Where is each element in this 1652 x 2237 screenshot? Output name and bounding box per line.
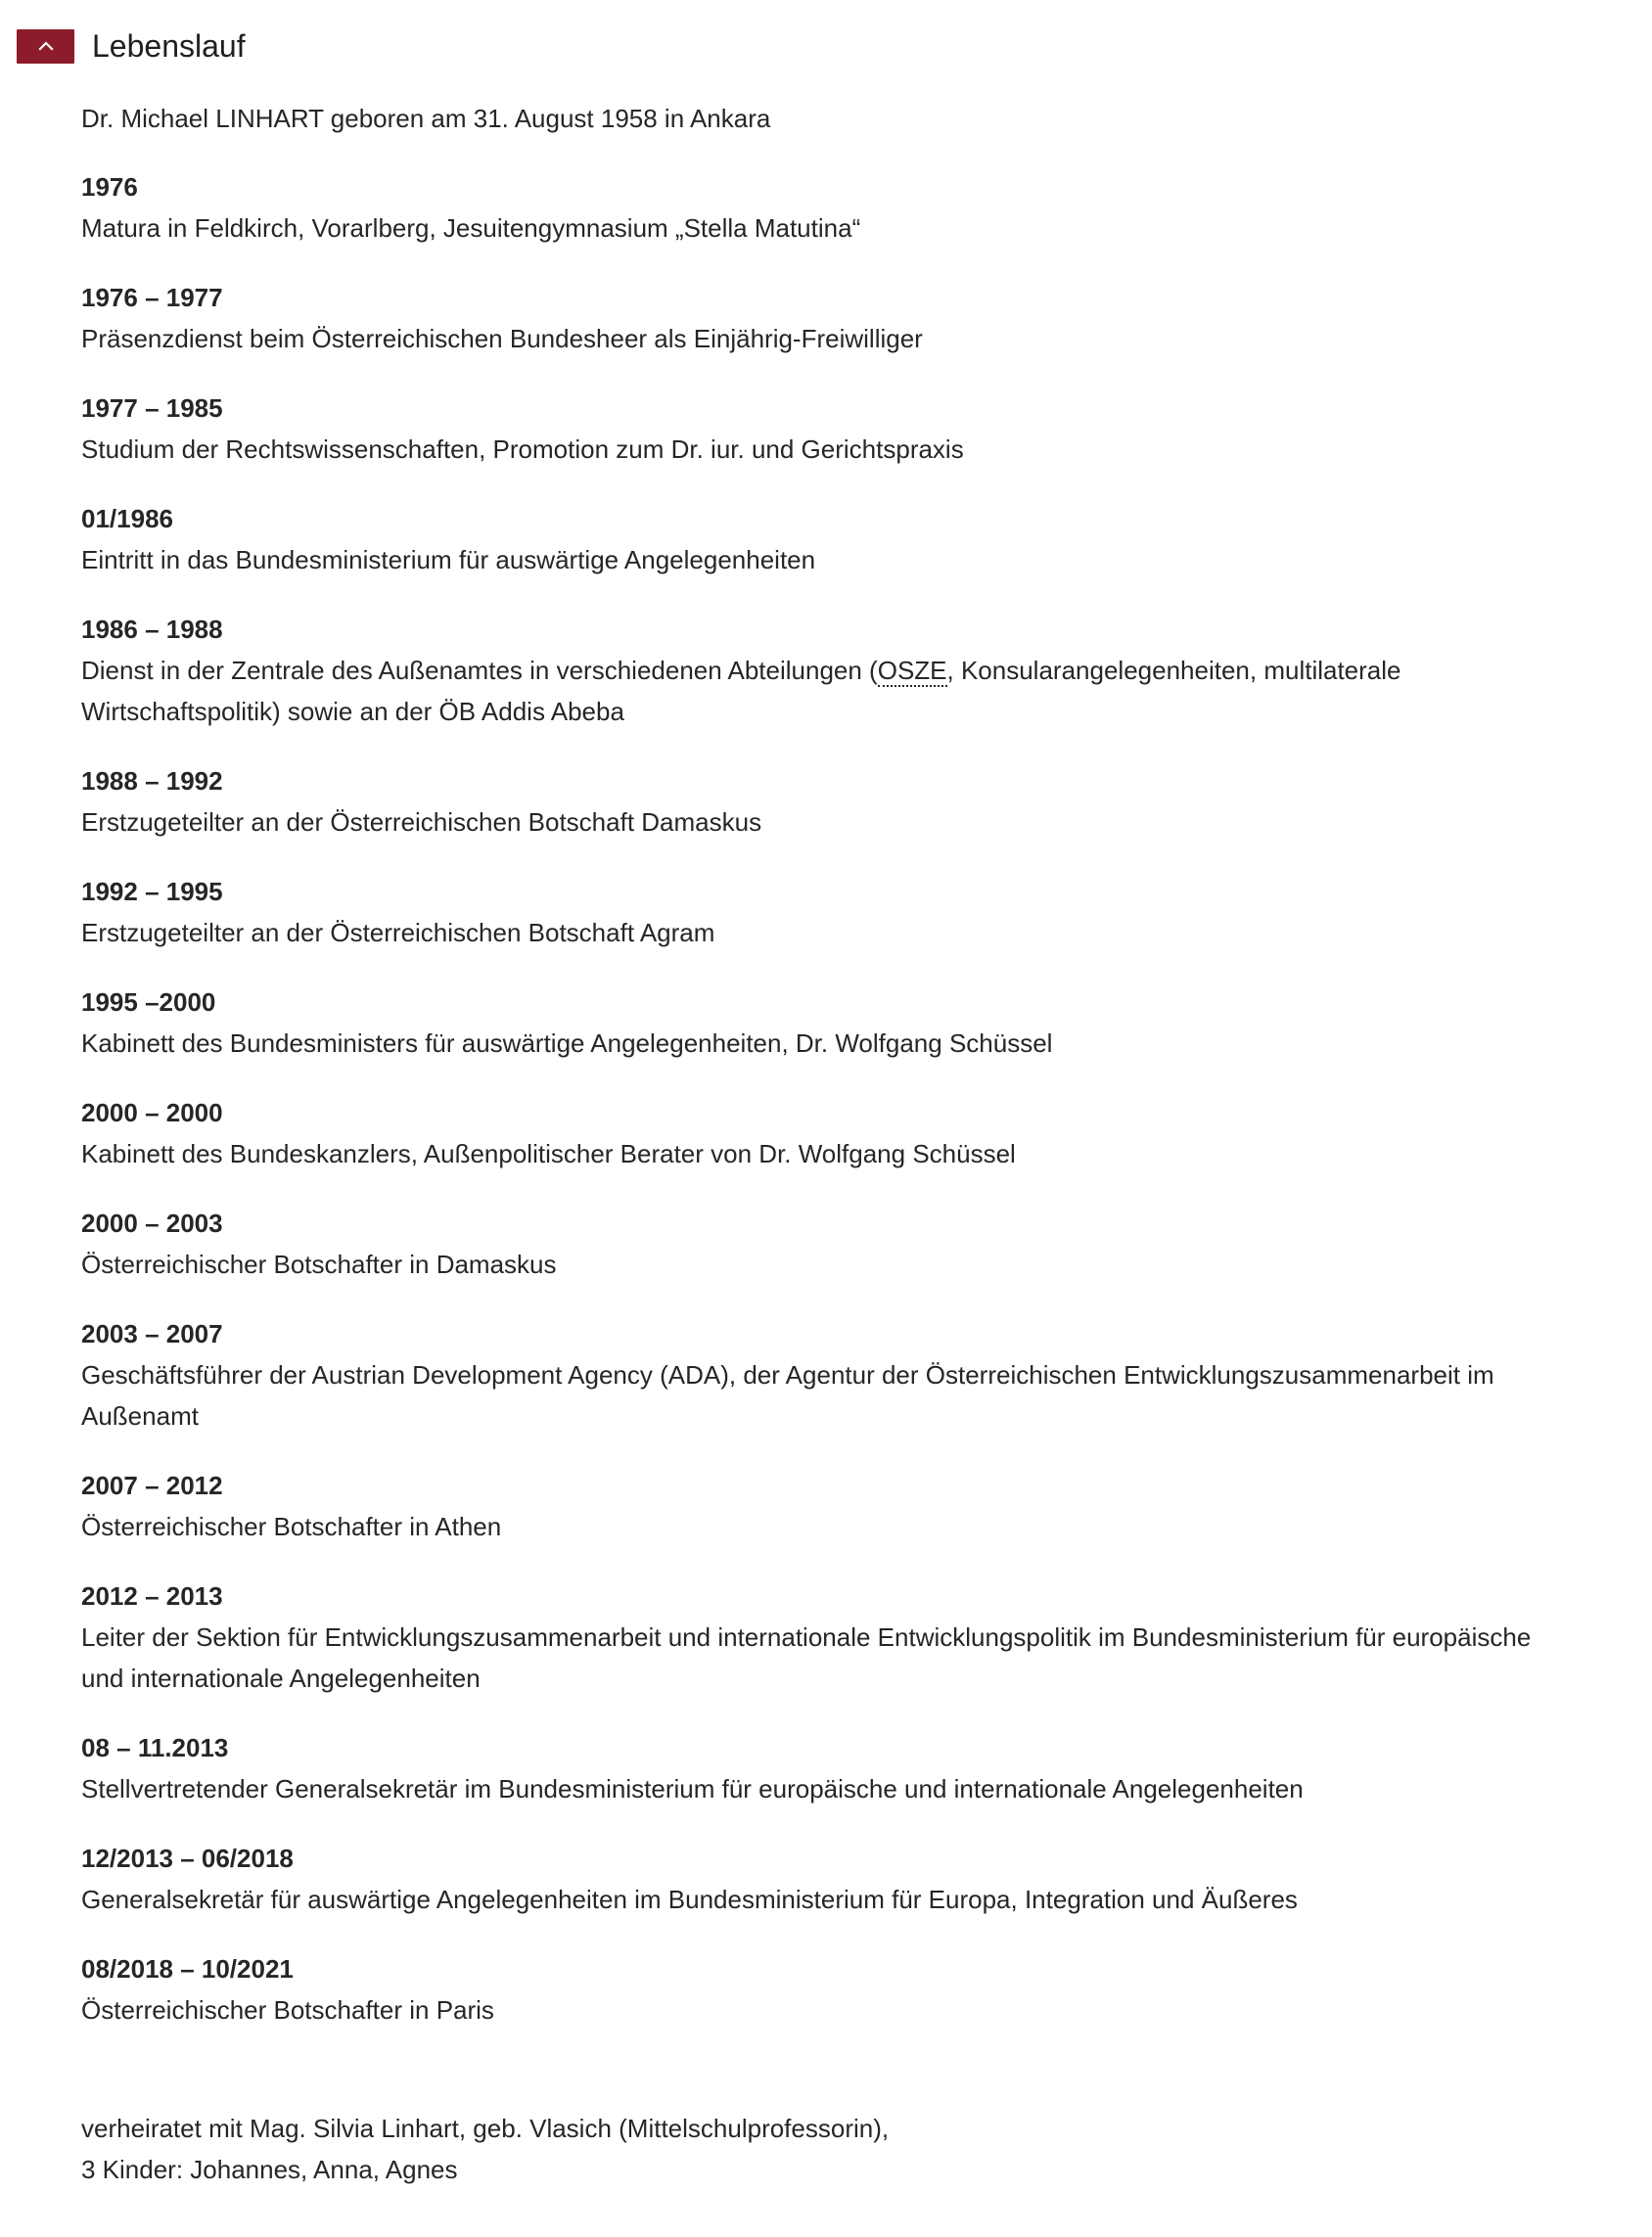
cv-entry [81,498,1569,580]
cv-entry [81,1727,1569,1809]
entry-years: 1976 [81,172,138,202]
cv-entry [81,1203,1569,1285]
cv-entry [81,871,1569,953]
section-header-lebenslauf[interactable] [17,26,246,66]
entry-text: Matura in Feldkirch, Vorarlberg, Jesuitengymnasium „Stella Matutina“ [81,213,861,243]
cv-entry [81,388,1569,470]
entry-years: 12/2013 – 06/2018 [81,1844,294,1873]
entry-years: 1976 – 1977 [81,283,223,312]
entry-text [81,650,1569,732]
entry-years: 2000 – 2000 [81,1098,223,1127]
entry-text: Präsenzdienst beim Österreichischen Bundesheer als Einjährig-Freiwilliger [81,324,923,353]
entry-text: Geschäftsführer der Austrian Development Agency (ADA), der Agentur der Österreichischen Entwicklungszusammenarbeit im Außenamt [81,1360,1494,1431]
cv-entry [81,1313,1569,1437]
entry-years: 1992 – 1995 [81,877,223,906]
entry-text: Erstzugeteilter an der Österreichischen Botschaft Agram [81,918,715,947]
entry-years: 1977 – 1985 [81,393,223,423]
cv-entry [81,1092,1569,1174]
cv-entry [81,982,1569,1064]
cv-entry [81,277,1569,359]
cv-entry [81,609,1569,732]
section-title: Lebenslauf [92,28,246,64]
cv-entry [81,1575,1569,1699]
entry-years: 08/2018 – 10/2021 [81,1954,294,1984]
entry-years: 1988 – 1992 [81,766,223,796]
entry-years: 2003 – 2007 [81,1319,223,1348]
entry-years: 01/1986 [81,504,173,533]
entry-years: 1986 – 1988 [81,615,223,644]
entry-text: Generalsekretär für auswärtige Angelegenheiten im Bundesministerium für Europa, Integration und Äußeres [81,1885,1298,1914]
osze-abbreviation[interactable]: OSZE [877,656,947,685]
entry-years: 1995 –2000 [81,987,216,1017]
entry-text: Erstzugeteilter an der Österreichischen Botschaft Damaskus [81,807,762,837]
family-line-spouse: verheiratet mit Mag. Silvia Linhart, geb. Vlasich (Mittelschulprofessorin), [81,2114,890,2143]
collapse-toggle-button[interactable] [17,29,74,64]
chevron-up-icon [37,40,55,52]
family-info [81,2108,1569,2190]
entry-years: 2012 – 2013 [81,1581,223,1611]
family-line-children: 3 Kinder: Johannes, Anna, Agnes [81,2155,458,2184]
cv-entries [81,166,1569,2031]
entry-text-before: Dienst in der Zentrale des Außenamtes in verschiedenen Abteilungen ( [81,656,878,685]
entry-text: Eintritt in das Bundesministerium für auswärtige Angelegenheiten [81,545,816,574]
entry-text: Kabinett des Bundeskanzlers, Außenpolitischer Berater von Dr. Wolfgang Schüssel [81,1139,1016,1168]
entry-text: Österreichischer Botschafter in Paris [81,1995,494,2025]
cv-entry [81,1948,1569,2031]
entry-years: 08 – 11.2013 [81,1733,229,1762]
intro-text: Dr. Michael LINHART geboren am 31. August 1958 in Ankara [81,104,771,133]
entry-years: 2007 – 2012 [81,1471,223,1500]
cv-entry [81,760,1569,843]
entry-text-after: , Konsularangelegenheiten, multilaterale Wirtschaftspolitik) sowie an der ÖB Addis Abeba [81,656,1401,726]
cv-entry [81,1838,1569,1920]
entry-text: Österreichischer Botschafter in Athen [81,1512,502,1541]
cv-entry [81,1465,1569,1547]
entry-text: Studium der Rechtswissenschaften, Promotion zum Dr. iur. und Gerichtspraxis [81,434,964,464]
entry-years: 2000 – 2003 [81,1209,223,1238]
entry-text: Österreichischer Botschafter in Damaskus [81,1250,557,1279]
entry-text: Kabinett des Bundesministers für auswärtige Angelegenheiten, Dr. Wolfgang Schüssel [81,1028,1053,1058]
entry-text: Stellvertretender Generalsekretär im Bundesministerium für europäische und internationale Angelegenheiten [81,1774,1304,1803]
cv-content [81,98,1569,2190]
cv-entry [81,166,1569,249]
entry-text: Leiter der Sektion für Entwicklungszusammenarbeit und internationale Entwicklungspolitik im Bundesministerium für europäische und internationale Angelegenheiten [81,1622,1532,1693]
